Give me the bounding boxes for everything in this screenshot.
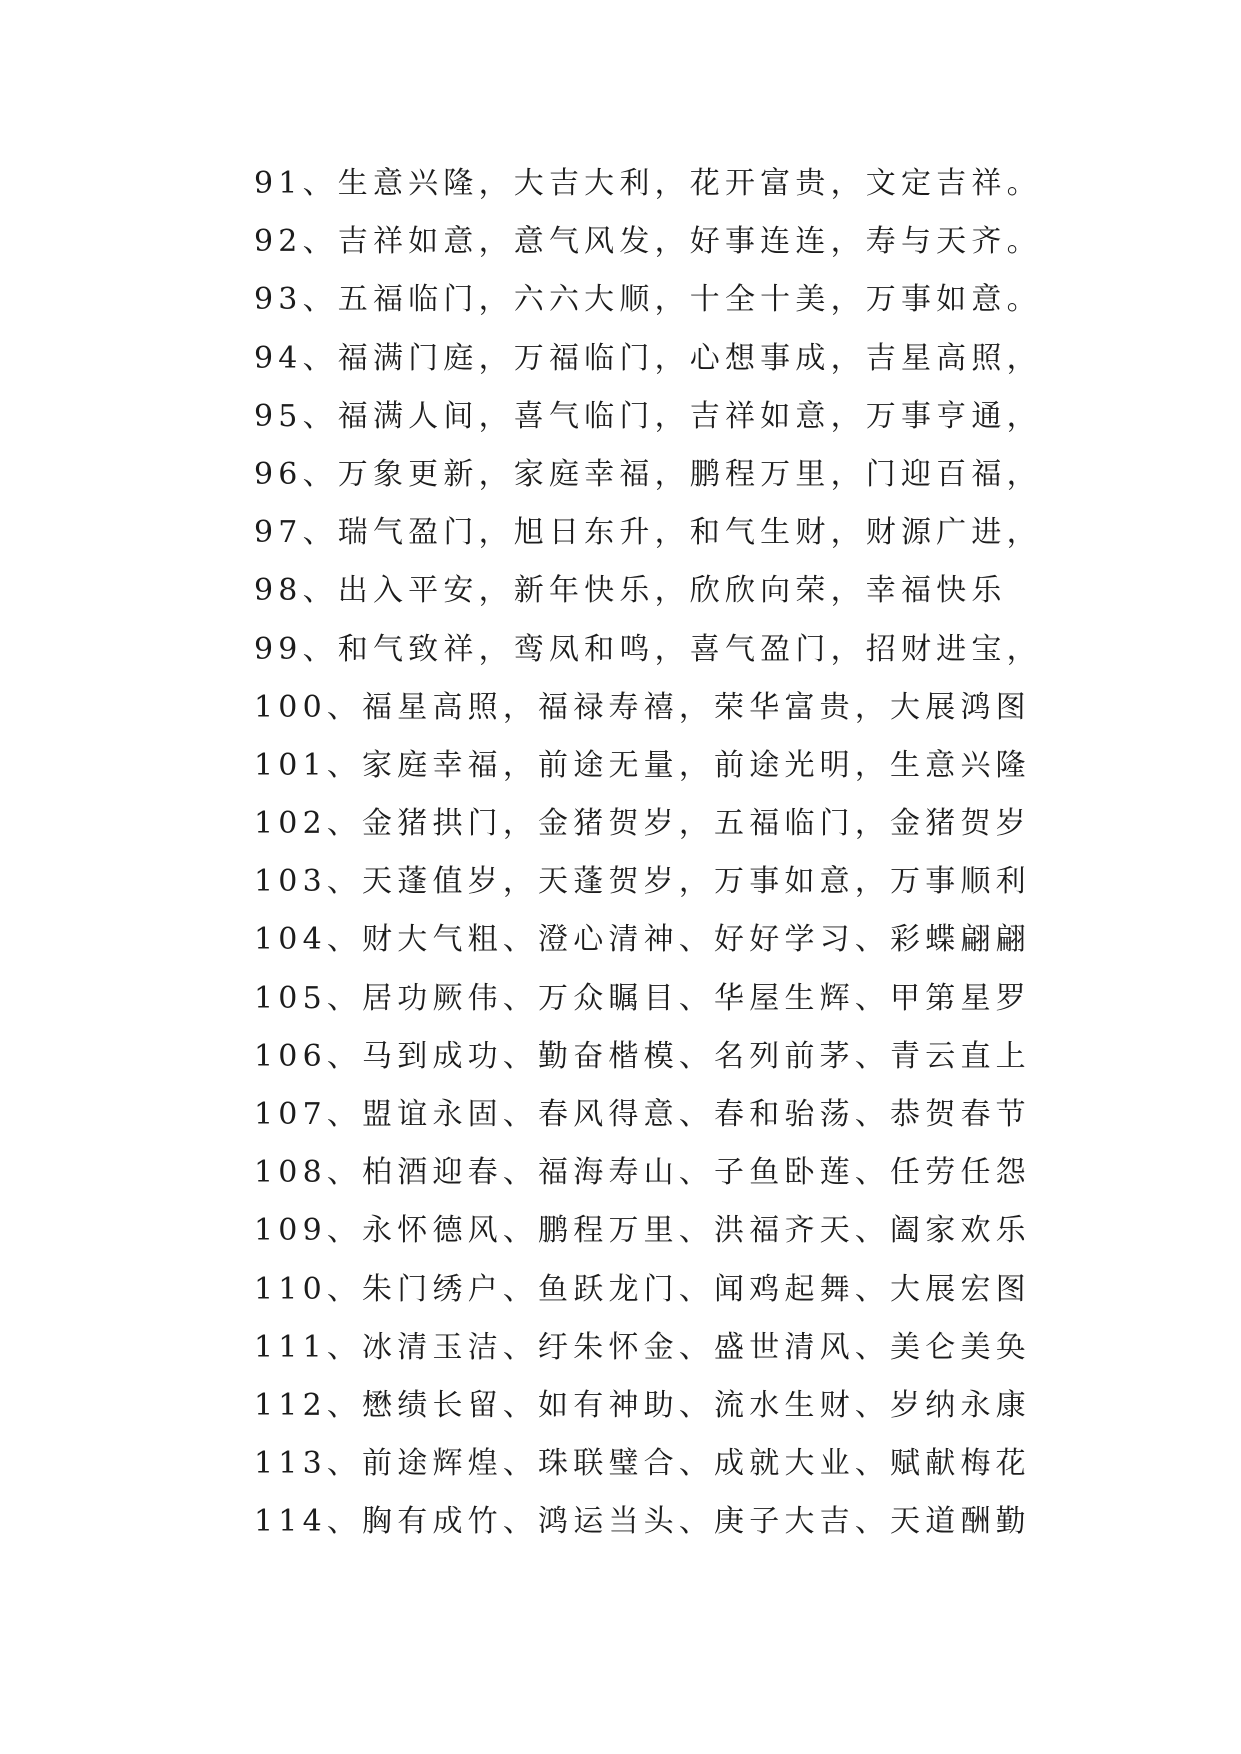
phrase-line-103: 103、天蓬值岁，天蓬贺岁，万事如意，万事顺利 [254,864,1031,900]
phrase-line-106: 106、马到成功、勤奋楷模、名列前茅、青云直上 [254,1038,1031,1074]
phrase-line-109: 109、永怀德风、鹏程万里、洪福齐天、阖家欢乐 [254,1213,1031,1249]
phrase-line-102: 102、金猪拱门，金猪贺岁，五福临门，金猪贺岁 [254,806,1031,842]
phrase-line-107: 107、盟谊永固、春风得意、春和骀荡、恭贺春节 [254,1097,1031,1132]
phrase-line-111: 111、冰清玉洁、纡朱怀金、盛世清风、美仑美奂 [254,1329,1031,1365]
phrase-line-94: 94、福满门庭，万福临门，心想事成，吉星高照， [254,340,1042,376]
phrase-line-101: 101、家庭幸福，前途无量，前途光明，生意兴隆 [254,747,1031,783]
phrase-line-105: 105、居功厥伟、万众瞩目、华屋生辉、甲第星罗 [254,980,1031,1016]
phrase-list [254,155,1042,1552]
phrase-line-100: 100、福星高照，福禄寿禧，荣华富贵，大展鸿图 [254,689,1031,725]
phrase-line-99: 99、和气致祥，鸾凤和鸣，喜气盈门，招财进宝， [254,631,1042,667]
phrase-line-97: 97、瑞气盈门，旭日东升，和气生财，财源广进， [254,515,1042,551]
phrase-line-98: 98、出入平安，新年快乐，欣欣向荣，幸福快乐 [254,573,1007,609]
phrase-line-110: 110、朱门绣户、鱼跃龙门、闻鸡起舞、大展宏图 [254,1271,1031,1307]
phrase-line-112: 112、懋绩长留、如有神助、流水生财、岁纳永康 [254,1387,1031,1423]
phrase-line-114: 114、胸有成竹、鸿运当头、庚子大吉、天道酬勤 [254,1504,1031,1540]
phrase-line-104: 104、财大气粗、澄心清神、好好学习、彩蝶翩翩 [254,922,1031,958]
phrase-line-113: 113、前途辉煌、珠联璧合、成就大业、赋献梅花 [254,1446,1031,1482]
phrase-line-95: 95、福满人间，喜气临门，吉祥如意，万事亨通， [254,398,1042,434]
phrase-line-96: 96、万象更新，家庭幸福，鹏程万里，门迎百福， [254,456,1042,492]
phrase-line-91: 91、生意兴隆，大吉大利，花开富贵，文定吉祥。 [254,166,1042,201]
phrase-line-108: 108、柏酒迎春、福海寿山、子鱼卧莲、任劳任怨 [254,1155,1031,1191]
phrase-line-93: 93、五福临门，六六大顺，十全十美，万事如意。 [254,282,1042,318]
phrase-line-92: 92、吉祥如意，意气风发，好事连连，寿与天齐。 [254,224,1042,260]
